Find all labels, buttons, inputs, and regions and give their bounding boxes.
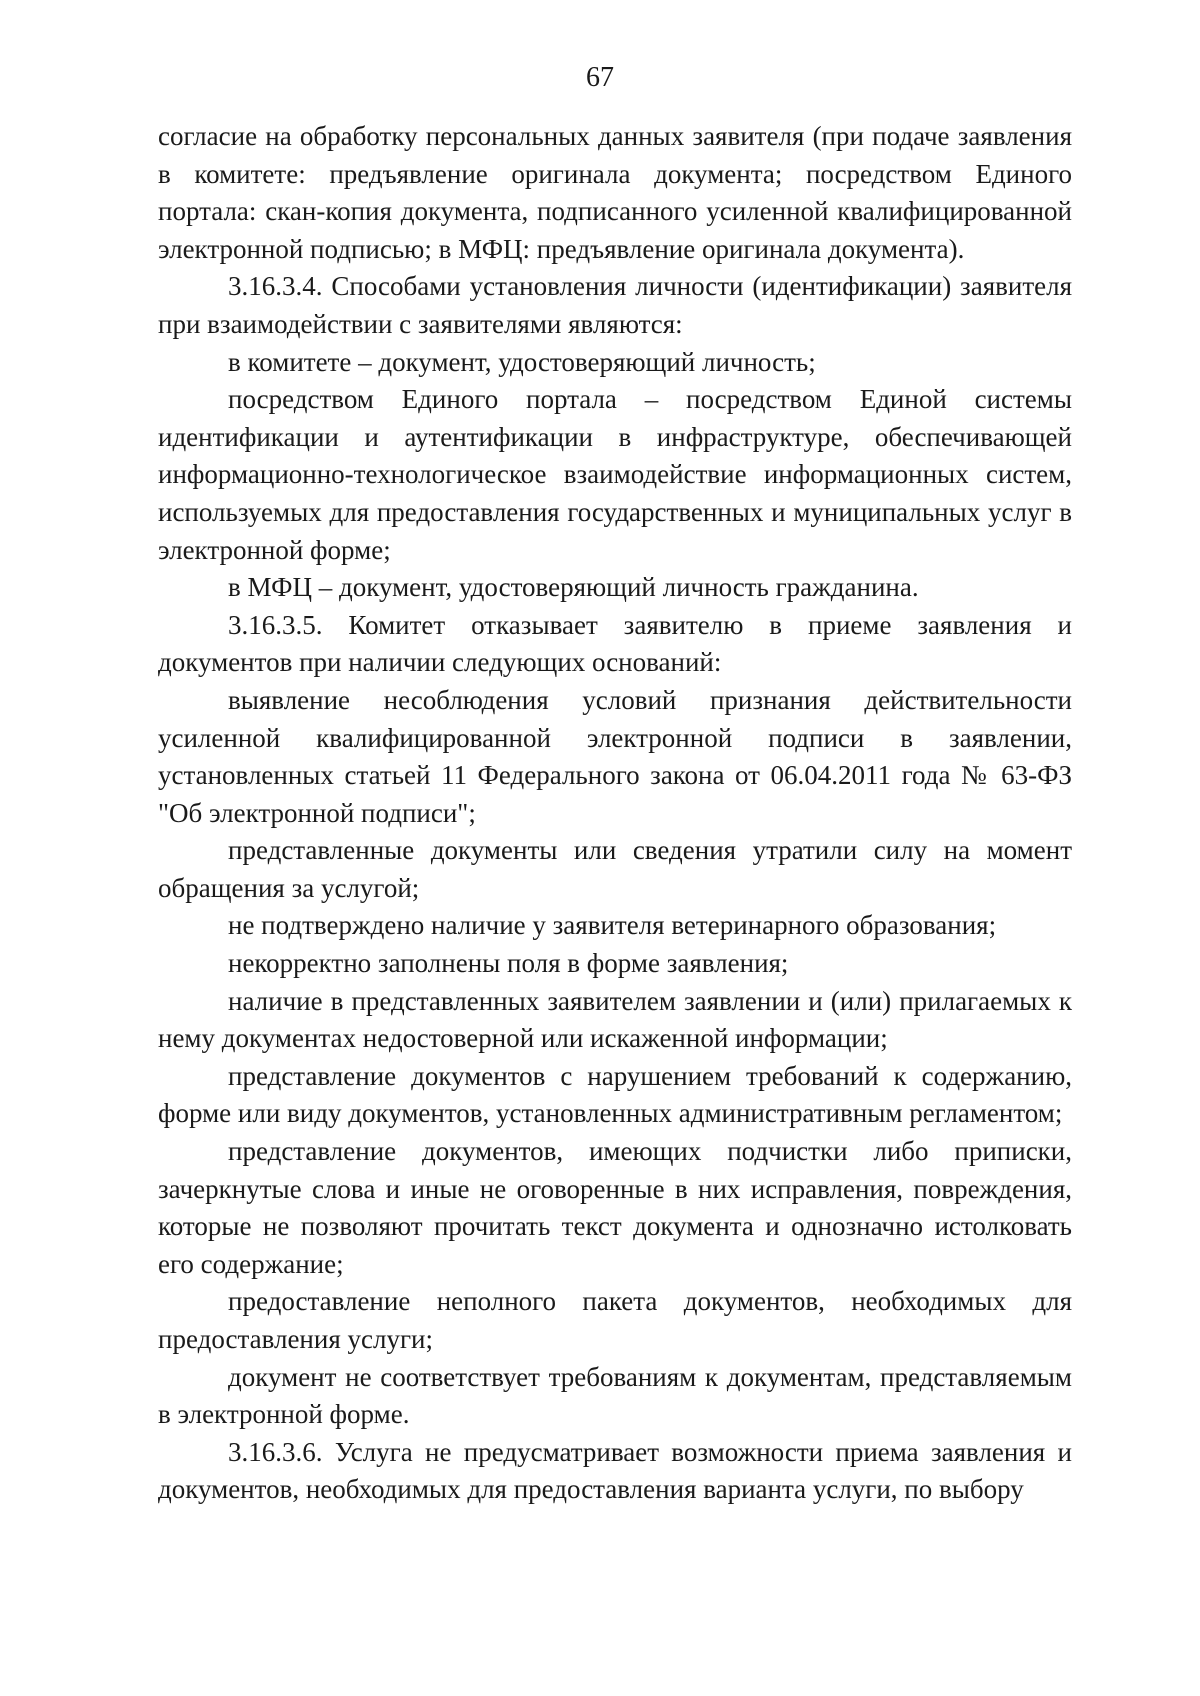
paragraph: представление документов с нарушением требований к содержанию, форме или виду документов, установленных административным регламентом; bbox=[158, 1060, 1072, 1129]
paragraph: предоставление неполного пакета документов, необходимых для предоставления услуги; bbox=[158, 1286, 1072, 1354]
page-number: 67 bbox=[586, 62, 614, 93]
paragraph: не подтверждено наличие у заявителя ветеринарного образования; bbox=[228, 910, 997, 941]
paragraph: согласие на обработку персональных данных заявителя (при подаче заявления в комитете: предъявление оригинала документа; посредством Единого портала: скан-копия документа, подписанного усиленной квалифицированной электронной подписью; в МФЦ: предъявление оригинала документа). bbox=[158, 121, 1072, 264]
paragraph: 3.16.3.6. Услуга не предусматривает возможности приема заявления и документов, необходимых для предоставления варианта услуги, по выбору bbox=[158, 1436, 1072, 1505]
paragraph: наличие в представленных заявителем заявлении и (или) прилагаемых к нему документах недостоверной или искаженной информации; bbox=[158, 985, 1072, 1054]
paragraph: 3.16.3.5. Комитет отказывает заявителю в приеме заявления и документов при наличии следующих оснований: bbox=[158, 609, 1072, 678]
paragraph: представление документов, имеющих подчистки либо приписки, зачеркнутые слова и иные не оговоренные в них исправления, повреждения, которые не позволяют прочитать текст документа и однозначно истолковать его содержание; bbox=[158, 1136, 1072, 1279]
paragraph: в МФЦ – документ, удостоверяющий личность гражданина. bbox=[228, 572, 919, 603]
paragraph: в комитете – документ, удостоверяющий личность; bbox=[228, 346, 816, 377]
paragraph: документ не соответствует требованиям к документам, представляемым в электронной форме. bbox=[158, 1361, 1072, 1430]
paragraph: посредством Единого портала – посредством Единой системы идентификации и аутентификации в инфраструктуре, обеспечивающей информационно-технологическое взаимодействие информационных систем, используемых для предоставления государственных и муниципальных услуг в электронной форме; bbox=[158, 384, 1072, 565]
paragraph: некорректно заполнены поля в форме заявления; bbox=[228, 948, 789, 979]
paragraph: 3.16.3.4. Способами установления личности (идентификации) заявителя при взаимодействии с заявителями являются: bbox=[158, 271, 1072, 339]
paragraph: представленные документы или сведения утратили силу на момент обращения за услугой; bbox=[158, 835, 1072, 903]
document-body bbox=[158, 118, 1072, 1509]
paragraph: выявление несоблюдения условий признания действительности усиленной квалифицированной электронной подписи в заявлении, установленных статьей 11 Федерального закона от 06.04.2011 года № 63-ФЗ "Об электронной подписи"; bbox=[158, 684, 1072, 828]
